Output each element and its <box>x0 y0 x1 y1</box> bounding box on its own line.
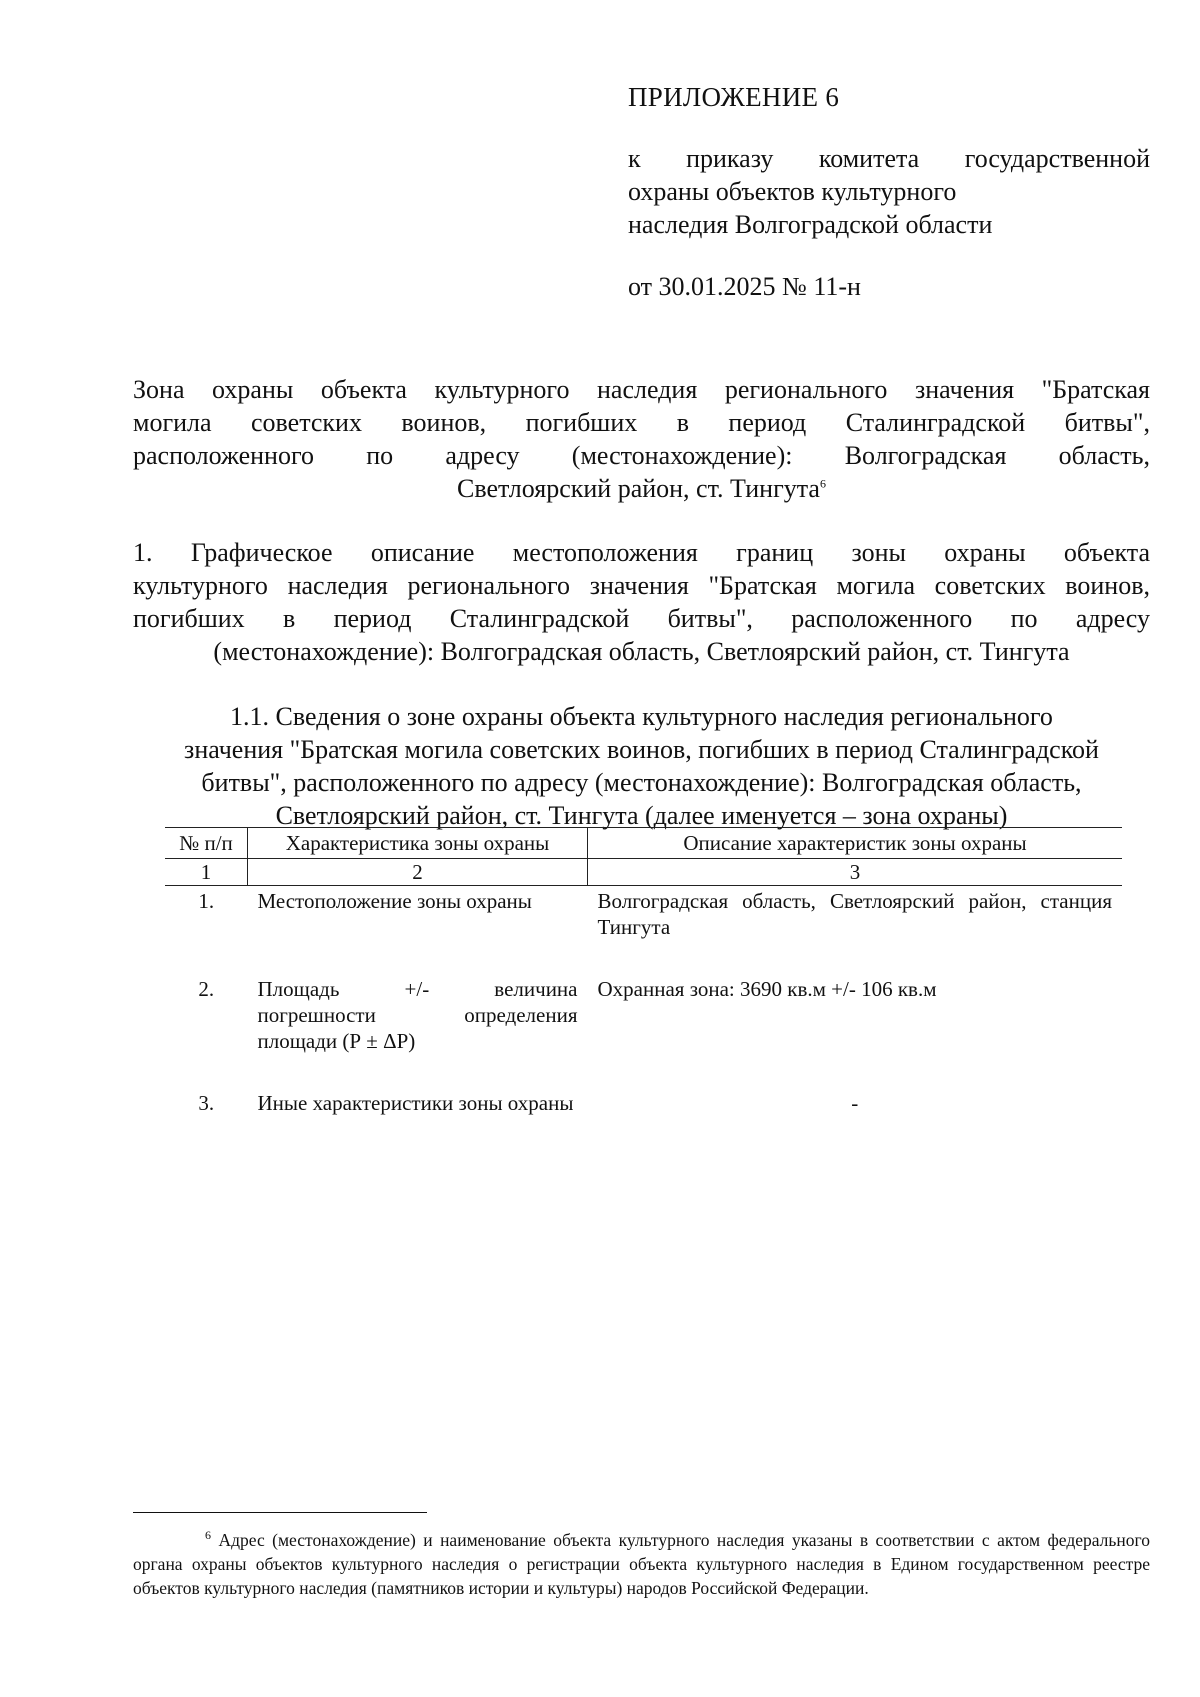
section-1-line: (местонахождение): Волгоградская область, Светлоярский район, ст. Тингута <box>213 637 1070 666</box>
zone-title-last-text: Светлоярский район, ст. Тингута <box>457 474 820 503</box>
row-number: 3. <box>198 1091 215 1115</box>
column-number: 2 <box>248 859 588 886</box>
section-1-1-line: битвы", расположенного по адресу (местонахождение): Волгоградская область, <box>201 768 1082 797</box>
zone-title <box>133 373 1150 505</box>
row-description: - <box>851 1091 859 1115</box>
row-characteristic: Площадь +/- величина погрешности определения площади (Р ± ΔР) <box>257 977 578 1053</box>
zone-title-line: Зона охраны объекта культурного наследия регионального значения "Братская <box>133 375 1150 404</box>
order-line: охраны объектов культурного <box>628 177 957 206</box>
row-description: Волгоградская область, Светлоярский район, станция Тингута <box>597 889 1112 939</box>
section-1-1-line: значения "Братская могила советских воинов, погибших в период Сталинградской <box>184 735 1099 764</box>
table-header-row <box>165 828 1122 859</box>
order-line: к приказу комитета государственной <box>628 144 1150 173</box>
zone-characteristics-table <box>165 828 1122 1118</box>
header-description: Описание характеристик зоны охраны <box>588 828 1123 859</box>
row-description: Охранная зона: 3690 кв.м +/- 106 кв.м <box>597 977 937 1001</box>
header-number: № п/п <box>165 828 248 859</box>
header-characteristic: Характеристика зоны охраны <box>248 828 588 859</box>
row-number: 1. <box>198 889 215 913</box>
footnote-reference[interactable]: 6 <box>819 476 826 491</box>
footnote-separator <box>133 1512 427 1513</box>
row-number: 2. <box>198 977 215 1001</box>
section-1-1-line: Светлоярский район, ст. Тингута (далее именуется – зона охраны) <box>275 801 1008 830</box>
zone-title-line <box>133 472 1150 505</box>
section-1-line: 1. Графическое описание местоположения границ зоны охраны объекта <box>133 538 1150 567</box>
footnote-mark: 6 <box>205 1528 211 1543</box>
column-number: 3 <box>588 859 1123 886</box>
zone-title-line: расположенного по адресу (местонахождение): Волгоградская область, <box>133 441 1150 470</box>
row-characteristic: Местоположение зоны охраны <box>257 889 532 913</box>
column-number-row <box>165 859 1122 886</box>
table-row <box>165 974 1122 1088</box>
footnote <box>133 1528 1150 1600</box>
zone-title-line: могила советских воинов, погибших в период Сталинградской битвы", <box>133 408 1150 437</box>
order-reference <box>628 142 1150 241</box>
order-date: от 30.01.2025 № 11-н <box>628 272 861 301</box>
section-1-1-line: 1.1. Сведения о зоне охраны объекта культурного наследия регионального <box>230 702 1053 731</box>
order-line: наследия Волгоградской области <box>628 210 993 239</box>
section-1-heading <box>133 536 1150 668</box>
footnote-text: Адрес (местонахождение) и наименование объекта культурного наследия указаны в соответствии с актом федерального органа охраны объектов культурного наследия о регистрации объекта культурного наследия в Едином государственном реестре объектов культурного наследия (памятников истории и культуры) народов Российской Федерации. <box>133 1530 1150 1598</box>
table-row <box>165 1088 1122 1118</box>
section-1-1-heading <box>133 700 1150 832</box>
row-characteristic: Иные характеристики зоны охраны <box>257 1091 574 1115</box>
section-1-line: культурного наследия регионального значения "Братская могила советских воинов, <box>133 571 1150 600</box>
section-1-line: погибших в период Сталинградской битвы", расположенного по адресу <box>133 604 1150 633</box>
column-number: 1 <box>165 859 248 886</box>
appendix-title: ПРИЛОЖЕНИЕ 6 <box>628 82 840 112</box>
table-row <box>165 886 1122 975</box>
